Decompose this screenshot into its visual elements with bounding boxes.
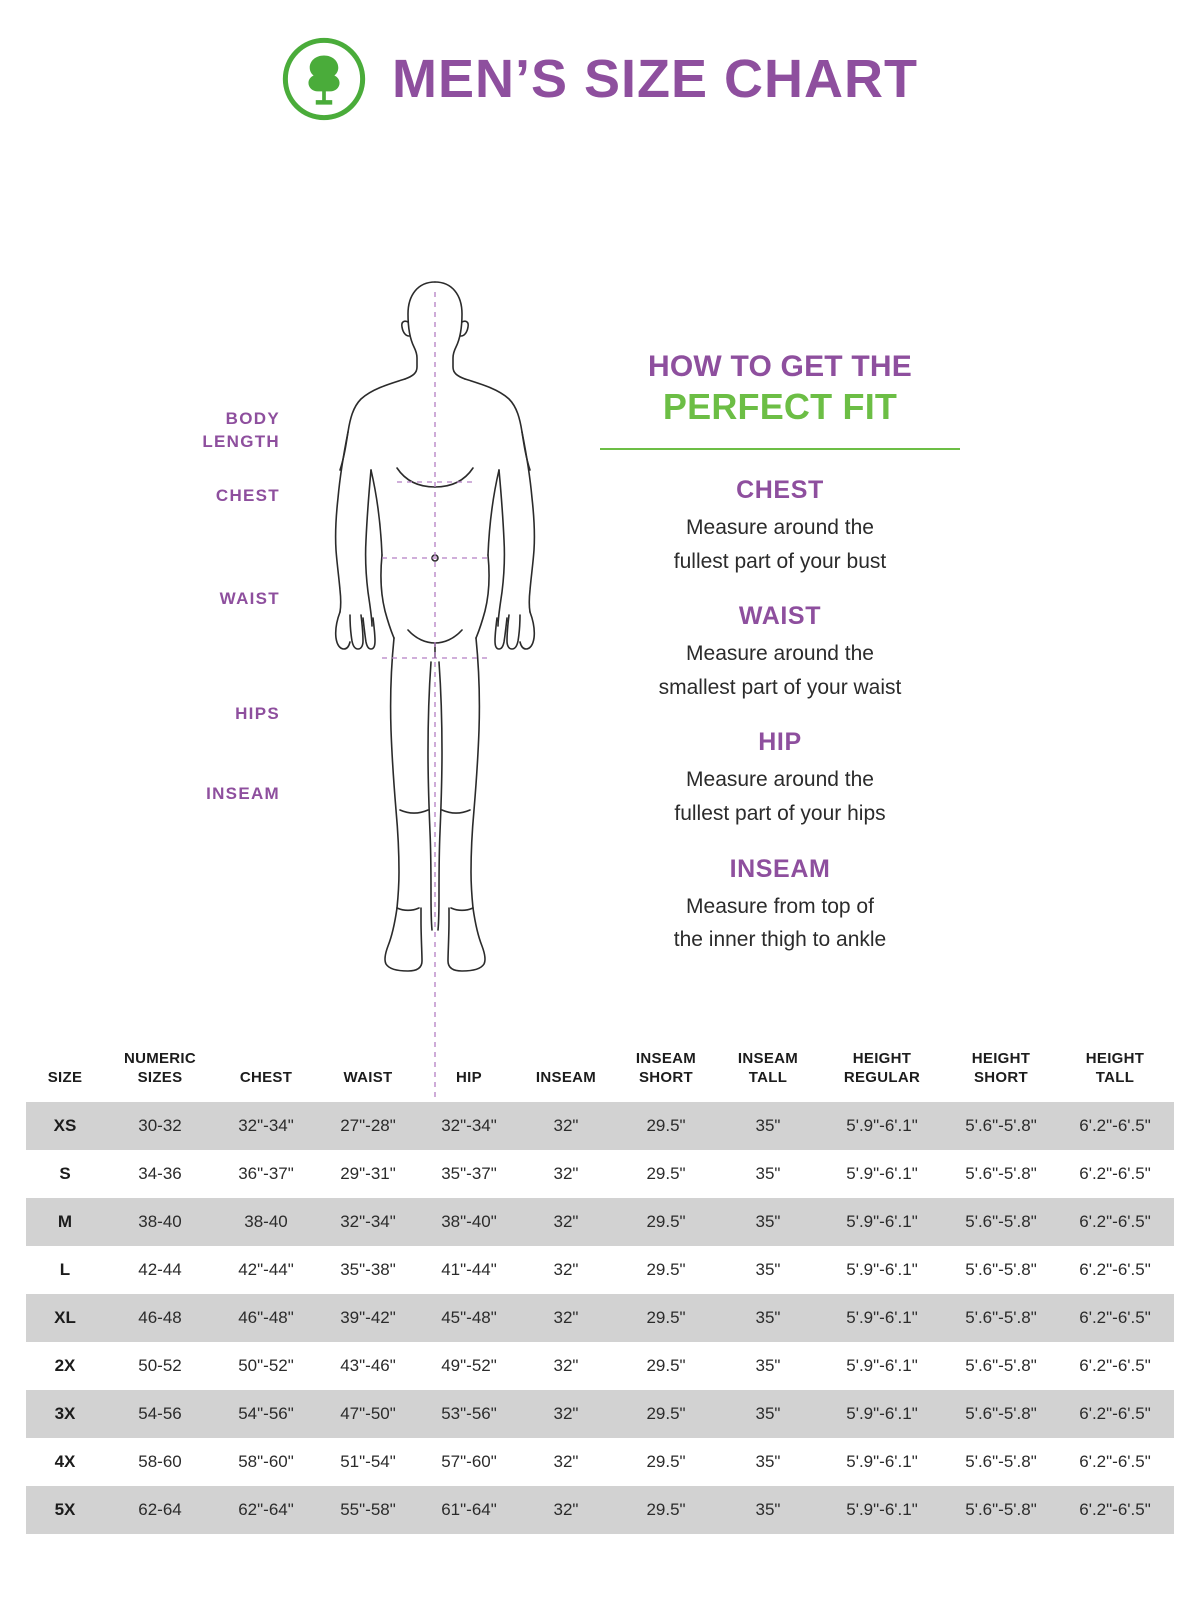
cell-inseam-tall: 35": [718, 1438, 818, 1486]
cell-inseam: 32": [518, 1246, 614, 1294]
cell-height-regular: 5'.9"-6'.1": [818, 1102, 946, 1150]
tip-chest-line1: Measure around the: [686, 516, 874, 540]
fit-heading-line2: PERFECT FIT: [662, 385, 898, 427]
cell-inseam-short: 29.5": [614, 1150, 718, 1198]
figure-label-body-length: [70, 408, 280, 454]
cell-height-short: 5'.6"-5'.8": [946, 1102, 1056, 1150]
col-head-height-tall-line1: HEIGHT: [1085, 1050, 1145, 1067]
cell-inseam-short: 29.5": [614, 1390, 718, 1438]
cell-numeric: 38-40: [104, 1198, 216, 1246]
cell-waist: 39"-42": [316, 1294, 420, 1342]
col-head-numeric-sizes: [104, 1040, 216, 1102]
cell-hip: 53"-56": [420, 1390, 518, 1438]
table-row: [26, 1342, 1174, 1390]
col-head-size-line1: SIZE: [47, 1068, 83, 1086]
tip-hip: [600, 728, 960, 830]
figure-label-hips: HIPS: [235, 704, 280, 723]
male-body-outline-illustration-icon: [285, 270, 585, 1150]
col-head-hip: [420, 1040, 518, 1102]
cell-size: 2X: [26, 1342, 104, 1390]
col-head-inseam-short-line2: SHORT: [639, 1068, 693, 1086]
divider: [600, 448, 960, 450]
col-head-height-tall-line2: TALL: [1095, 1068, 1135, 1086]
col-head-height-tall: [1056, 1040, 1174, 1102]
tip-waist-title: WAIST: [738, 602, 822, 631]
cell-numeric: 54-56: [104, 1390, 216, 1438]
size-table: [26, 1040, 1174, 1534]
page-header: [0, 0, 1200, 120]
col-head-height-short-line1: HEIGHT: [971, 1050, 1031, 1067]
cell-chest: 54"-56": [216, 1390, 316, 1438]
cell-hip: 41"-44": [420, 1246, 518, 1294]
cell-hip: 49"-52": [420, 1342, 518, 1390]
tip-hip-title: HIP: [758, 728, 802, 757]
cell-numeric: 50-52: [104, 1342, 216, 1390]
table-row: [26, 1150, 1174, 1198]
cell-inseam-tall: 35": [718, 1102, 818, 1150]
tip-inseam-title: INSEAM: [729, 854, 831, 883]
table-row: [26, 1102, 1174, 1150]
cell-height-short: 5'.6"-5'.8": [946, 1390, 1056, 1438]
col-head-height-regular-line2: REGULAR: [843, 1068, 921, 1086]
cell-hip: 32"-34": [420, 1102, 518, 1150]
cell-height-tall: 6'.2"-6'.5": [1056, 1342, 1174, 1390]
cell-inseam: 32": [518, 1150, 614, 1198]
cell-height-tall: 6'.2"-6'.5": [1056, 1390, 1174, 1438]
cell-numeric: 30-32: [104, 1102, 216, 1150]
col-head-inseam-short-line1: INSEAM: [635, 1050, 697, 1067]
table-row: [26, 1246, 1174, 1294]
cell-hip: 57"-60": [420, 1438, 518, 1486]
cell-hip: 35"-37": [420, 1150, 518, 1198]
cell-inseam-tall: 35": [718, 1390, 818, 1438]
col-head-waist-line1: WAIST: [343, 1068, 393, 1086]
illustration-and-tips-section: [0, 120, 1200, 1020]
cell-waist: 29"-31": [316, 1150, 420, 1198]
cell-inseam-tall: 35": [718, 1246, 818, 1294]
figure-label-body-length-line2: LENGTH: [202, 431, 280, 451]
col-head-inseam: [518, 1040, 614, 1102]
cell-height-short: 5'.6"-5'.8": [946, 1342, 1056, 1390]
cell-inseam-tall: 35": [718, 1294, 818, 1342]
cell-height-tall: 6'.2"-6'.5": [1056, 1198, 1174, 1246]
tree-in-circle-logo-icon: [282, 37, 366, 121]
figure-label-chest: CHEST: [215, 486, 280, 505]
cell-inseam: 32": [518, 1294, 614, 1342]
size-table-wrapper: [0, 1040, 1200, 1534]
page-title: MEN’S SIZE CHART: [391, 49, 919, 109]
cell-numeric: 34-36: [104, 1150, 216, 1198]
table-row: [26, 1486, 1174, 1534]
cell-inseam-tall: 35": [718, 1342, 818, 1390]
cell-height-regular: 5'.9"-6'.1": [818, 1486, 946, 1534]
cell-height-tall: 6'.2"-6'.5": [1056, 1102, 1174, 1150]
cell-inseam-short: 29.5": [614, 1246, 718, 1294]
cell-inseam: 32": [518, 1486, 614, 1534]
cell-chest: 42"-44": [216, 1246, 316, 1294]
cell-inseam: 32": [518, 1102, 614, 1150]
cell-inseam-short: 29.5": [614, 1342, 718, 1390]
cell-size: XL: [26, 1294, 104, 1342]
cell-inseam-short: 29.5": [614, 1294, 718, 1342]
tip-inseam-line1: Measure from top of: [686, 894, 874, 918]
cell-numeric: 58-60: [104, 1438, 216, 1486]
col-head-numeric-sizes-line2: SIZES: [137, 1068, 183, 1086]
cell-hip: 38"-40": [420, 1198, 518, 1246]
cell-height-tall: 6'.2"-6'.5": [1056, 1438, 1174, 1486]
tip-waist-line2: smallest part of your waist: [658, 675, 902, 699]
cell-waist: 27"-28": [316, 1102, 420, 1150]
cell-inseam-short: 29.5": [614, 1486, 718, 1534]
cell-inseam: 32": [518, 1390, 614, 1438]
cell-numeric: 62-64: [104, 1486, 216, 1534]
cell-height-regular: 5'.9"-6'.1": [818, 1390, 946, 1438]
cell-size: L: [26, 1246, 104, 1294]
cell-height-tall: 6'.2"-6'.5": [1056, 1150, 1174, 1198]
cell-hip: 61"-64": [420, 1486, 518, 1534]
cell-height-short: 5'.6"-5'.8": [946, 1246, 1056, 1294]
col-head-inseam-tall: [718, 1040, 818, 1102]
cell-chest: 38-40: [216, 1198, 316, 1246]
table-row: [26, 1390, 1174, 1438]
tip-inseam: [600, 855, 960, 957]
cell-size: M: [26, 1198, 104, 1246]
cell-chest: 36"-37": [216, 1150, 316, 1198]
cell-height-tall: 6'.2"-6'.5": [1056, 1246, 1174, 1294]
cell-chest: 58"-60": [216, 1438, 316, 1486]
col-head-height-regular-line1: HEIGHT: [852, 1050, 912, 1067]
tip-waist-line1: Measure around the: [686, 642, 874, 666]
cell-numeric: 46-48: [104, 1294, 216, 1342]
figure-label-inseam: INSEAM: [206, 784, 280, 803]
cell-chest: 32"-34": [216, 1102, 316, 1150]
col-head-inseam-line1: INSEAM: [535, 1068, 597, 1086]
figure-label-waist: WAIST: [219, 589, 280, 608]
cell-size: XS: [26, 1102, 104, 1150]
col-head-chest-line1: CHEST: [239, 1068, 293, 1086]
cell-size: 4X: [26, 1438, 104, 1486]
col-head-height-short: [946, 1040, 1056, 1102]
cell-height-short: 5'.6"-5'.8": [946, 1198, 1056, 1246]
col-head-inseam-tall-line2: TALL: [748, 1068, 788, 1086]
cell-waist: 43"-46": [316, 1342, 420, 1390]
cell-waist: 47"-50": [316, 1390, 420, 1438]
size-table-head: [26, 1040, 1174, 1102]
cell-height-short: 5'.6"-5'.8": [946, 1486, 1056, 1534]
size-table-body: [26, 1102, 1174, 1534]
cell-inseam-short: 29.5": [614, 1102, 718, 1150]
perfect-fit-panel: [600, 350, 960, 981]
col-head-inseam-tall-line1: INSEAM: [737, 1050, 799, 1067]
table-row: [26, 1438, 1174, 1486]
cell-inseam: 32": [518, 1342, 614, 1390]
cell-height-regular: 5'.9"-6'.1": [818, 1294, 946, 1342]
cell-waist: 35"-38": [316, 1246, 420, 1294]
tip-inseam-line2: the inner thigh to ankle: [673, 928, 887, 952]
cell-chest: 50"-52": [216, 1342, 316, 1390]
cell-waist: 55"-58": [316, 1486, 420, 1534]
col-head-hip-line1: HIP: [456, 1068, 482, 1086]
cell-height-short: 5'.6"-5'.8": [946, 1150, 1056, 1198]
tip-chest-line2: fullest part of your bust: [673, 549, 887, 573]
table-header-row: [26, 1040, 1174, 1102]
col-head-numeric-sizes-line1: NUMERIC: [123, 1050, 197, 1067]
cell-numeric: 42-44: [104, 1246, 216, 1294]
cell-height-regular: 5'.9"-6'.1": [818, 1342, 946, 1390]
col-head-waist: [316, 1040, 420, 1102]
cell-inseam: 32": [518, 1198, 614, 1246]
cell-inseam-short: 29.5": [614, 1198, 718, 1246]
table-row: [26, 1294, 1174, 1342]
cell-chest: 62"-64": [216, 1486, 316, 1534]
cell-height-tall: 6'.2"-6'.5": [1056, 1294, 1174, 1342]
cell-height-regular: 5'.9"-6'.1": [818, 1438, 946, 1486]
col-head-size: [26, 1040, 104, 1102]
tip-chest-title: CHEST: [736, 476, 824, 505]
cell-waist: 32"-34": [316, 1198, 420, 1246]
cell-height-regular: 5'.9"-6'.1": [818, 1198, 946, 1246]
tip-hip-line1: Measure around the: [686, 768, 874, 792]
cell-size: 3X: [26, 1390, 104, 1438]
fit-heading-line1: HOW TO GET THE: [648, 350, 912, 383]
cell-height-short: 5'.6"-5'.8": [946, 1438, 1056, 1486]
col-head-height-regular: [818, 1040, 946, 1102]
cell-inseam-tall: 35": [718, 1150, 818, 1198]
col-head-chest: [216, 1040, 316, 1102]
cell-hip: 45"-48": [420, 1294, 518, 1342]
tip-waist: [600, 602, 960, 704]
figure-label-body-length-line1: BODY: [225, 409, 280, 428]
cell-size: S: [26, 1150, 104, 1198]
cell-height-regular: 5'.9"-6'.1": [818, 1246, 946, 1294]
cell-inseam-tall: 35": [718, 1198, 818, 1246]
cell-chest: 46"-48": [216, 1294, 316, 1342]
cell-height-short: 5'.6"-5'.8": [946, 1294, 1056, 1342]
col-head-height-short-line2: SHORT: [974, 1068, 1028, 1086]
table-row: [26, 1198, 1174, 1246]
cell-height-tall: 6'.2"-6'.5": [1056, 1486, 1174, 1534]
cell-inseam-short: 29.5": [614, 1438, 718, 1486]
cell-inseam: 32": [518, 1438, 614, 1486]
cell-waist: 51"-54": [316, 1438, 420, 1486]
tip-chest: [600, 476, 960, 578]
cell-inseam-tall: 35": [718, 1486, 818, 1534]
cell-size: 5X: [26, 1486, 104, 1534]
tip-hip-line2: fullest part of your hips: [674, 802, 886, 826]
col-head-inseam-short: [614, 1040, 718, 1102]
cell-height-regular: 5'.9"-6'.1": [818, 1150, 946, 1198]
